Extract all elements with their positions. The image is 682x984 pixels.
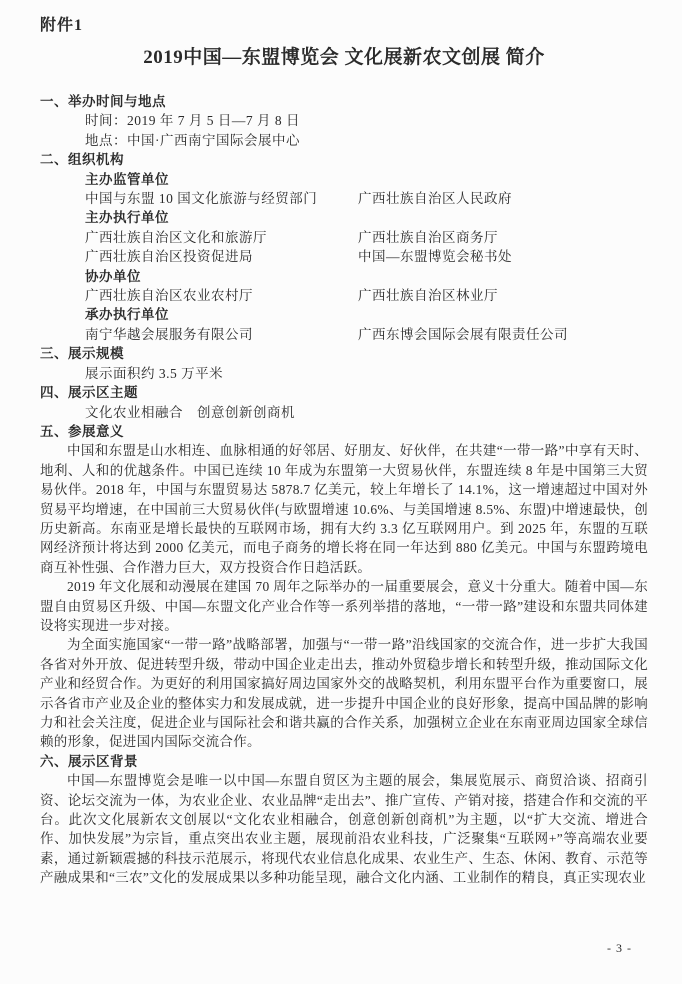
section-heading: 二、组织机构 xyxy=(40,152,124,168)
section-heading: 六、展示区背景 xyxy=(40,753,138,769)
organizer-left: 中国与东盟 10 国文化旅游与经贸部门 xyxy=(85,191,318,207)
venue-place-line: 地点：中国·广西南宁国际会展中心 xyxy=(85,132,300,148)
section-organizers xyxy=(40,150,648,344)
page-number: - 3 - xyxy=(607,940,632,955)
document-body xyxy=(40,92,648,888)
organizer-row xyxy=(40,189,648,208)
organizer-right: 广西东博会国际会展有限责任公司 xyxy=(358,326,568,342)
section-background xyxy=(40,752,648,888)
organizer-left: 广西壮族自治区农业农村厅 xyxy=(85,288,253,304)
organizer-group-label: 主办监管单位 xyxy=(85,171,169,187)
page-title: 2019中国—东盟博览会 文化展新农文创展 简介 xyxy=(143,47,545,68)
organizer-right: 广西壮族自治区林业厅 xyxy=(358,288,498,304)
section-significance xyxy=(40,422,648,752)
organizer-right: 广西壮族自治区人民政府 xyxy=(358,191,512,207)
attachment-label: 附件1 xyxy=(40,17,84,34)
scale-line: 展示面积约 3.5 万平米 xyxy=(85,365,224,381)
venue-time-line: 时间：2019 年 7 月 5 日—7 月 8 日 xyxy=(85,113,300,129)
background-paragraph: 中国—东盟博览会是唯一以中国—东盟自贸区为主题的展会，集展览展示、商贸洽谈、招商引资、论坛交流为一体，为农业企业、农业品牌“走出去”、推广宣传、产销对接，搭建合作和交流的平台。此次文化展新农文创展以“文化农业相融合，创意创新创商机”为主题，以“扩大交流、增进合作、加快发展”为宗旨，重点突出农业主题，展现前沿农业科技，广泛聚集“互联网+”等高端农业要素，通过新颖震撼的科技示范展示，将现代农业信息化成果、农业生产、生态、休闲、教育、示范等产融成果和“三农”文化的发展成果以多种功能呈现，融合文化内涵、工业制作的精良，真正实现农业 xyxy=(40,773,648,886)
section-heading: 一、举办时间与地点 xyxy=(40,94,166,109)
organizer-left: 南宁华越会展服务有限公司 xyxy=(85,326,253,342)
organizer-group-label: 主办执行单位 xyxy=(85,210,169,226)
significance-paragraph: 为全面实施国家“一带一路”战略部署，加强与“一带一路”沿线国家的交流合作，进一步扩大我国各省对外开放、促进转型升级，带动中国企业走出去，推动外贸稳步增长和转型升级，推动国际文化产业和经贸合作。为更好的利用国家搞好周边国家外交的战略契机，利用东盟平台作为重要窗口，展示各省市产业及企业的整体实力和发展成就，进一步提升中国企业的良好形象，提高中国品牌的影响力和社会关注度，促进企业与国际社会和谐共赢的合作关系，加强树立企业在东南亚周边国家全球信赖的形象，促进国内国际交流合作。 xyxy=(40,637,648,750)
section-theme xyxy=(40,383,648,422)
organizer-left: 广西壮族自治区投资促进局 xyxy=(85,249,253,265)
organizer-row xyxy=(40,325,648,344)
organizer-row xyxy=(40,286,648,305)
section-scale xyxy=(40,344,648,383)
organizer-row xyxy=(40,247,648,266)
organizer-group-label: 承办执行单位 xyxy=(85,307,169,323)
section-heading: 五、参展意义 xyxy=(40,423,124,439)
significance-paragraph: 2019 年文化展和动漫展在建国 70 周年之际举办的一届重要展会，意义十分重大。随着中国—东盟自由贸易区升级、中国—东盟文化产业合作等一系列举措的落地，“一带一路”建设和东盟共同体建设将实现进一步对接。 xyxy=(40,579,648,633)
organizer-group-label: 协办单位 xyxy=(85,268,141,284)
section-heading: 三、展示规模 xyxy=(40,346,124,362)
organizer-right: 中国—东盟博览会秘书处 xyxy=(358,249,512,265)
organizer-right: 广西壮族自治区商务厅 xyxy=(358,229,498,245)
section-heading: 四、展示区主题 xyxy=(40,385,138,401)
organizer-row xyxy=(40,228,648,247)
organizer-left: 广西壮族自治区文化和旅游厅 xyxy=(85,229,267,245)
significance-paragraph: 中国和东盟是山水相连、血脉相通的好邻居、好朋友、好伙伴，在共建“一带一路”中享有天时、地利、人和的优越条件。中国已连续 10 年成为东盟第一大贸易伙伴，东盟连续 8 年是中国第三大贸易伙伴。2018 年，中国与东盟贸易达 5878.7 亿美元，较上年增长了 14.1%，这一增速超过中国对外贸易平均增速，在中国前三大贸易伙伴(与欧盟增速 10.6%、与美国增速 8.5%、东盟)中增速最快，创历史新高。东南亚是增长最快的互联网市场，拥有大约 3.3 亿互联网用户。到 2025 年，东盟的互联网经济预计将达到 2000 亿美元，而电子商务的增长将在同一年达到 880 亿美元。中国与东盟跨境电商互补性强、合作潜力巨大，双方投资合作日趋活跃。 xyxy=(40,443,648,575)
theme-line: 文化农业相融合 创意创新创商机 xyxy=(85,404,295,420)
section-venue xyxy=(40,92,648,150)
